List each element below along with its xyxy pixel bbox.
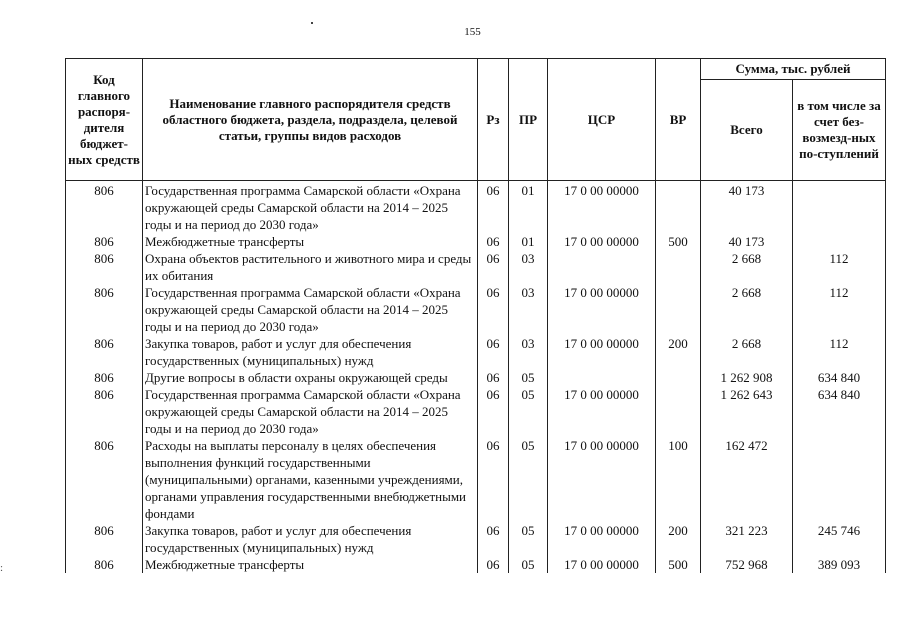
cell-pr: 03 [509, 284, 548, 335]
cell-code: 806 [66, 284, 143, 335]
cell-pr: 05 [509, 369, 548, 386]
header-code: Код главного распоря-дителя бюджет-ных средств [66, 59, 143, 181]
cell-code: 806 [66, 233, 143, 250]
header-rz: Рз [478, 59, 509, 181]
table-row [66, 386, 886, 437]
cell-grants: 389 093 [793, 556, 886, 573]
cell-pr: 05 [509, 556, 548, 573]
table-row [66, 233, 886, 250]
cell-total: 2 668 [701, 335, 793, 369]
cell-total: 1 262 643 [701, 386, 793, 437]
cell-vr [656, 369, 701, 386]
cell-vr: 200 [656, 522, 701, 556]
cell-vr [656, 250, 701, 284]
cell-rz: 06 [478, 556, 509, 573]
cell-vr: 200 [656, 335, 701, 369]
scan-speck [311, 22, 313, 24]
cell-pr: 05 [509, 437, 548, 522]
cell-total: 321 223 [701, 522, 793, 556]
header-sum-group: Сумма, тыс. рублей [701, 59, 886, 80]
cell-total: 2 668 [701, 284, 793, 335]
table-body [66, 181, 886, 574]
table-row [66, 369, 886, 386]
cell-rz: 06 [478, 335, 509, 369]
table-row [66, 335, 886, 369]
cell-rz: 06 [478, 369, 509, 386]
cell-name: Государственная программа Самарской области «Охрана окружающей среды Самарской области на 2014 – 2025 годы и на период до 2030 года» [143, 386, 478, 437]
cell-grants [793, 437, 886, 522]
cell-rz: 06 [478, 233, 509, 250]
header-csr: ЦСР [548, 59, 656, 181]
cell-pr: 01 [509, 181, 548, 234]
cell-vr [656, 181, 701, 234]
cell-rz: 06 [478, 386, 509, 437]
cell-pr: 05 [509, 522, 548, 556]
cell-code: 806 [66, 181, 143, 234]
cell-csr: 17 0 00 00000 [548, 386, 656, 437]
cell-rz: 06 [478, 284, 509, 335]
table-row [66, 284, 886, 335]
cell-rz: 06 [478, 437, 509, 522]
cell-grants: 112 [793, 284, 886, 335]
cell-total: 40 173 [701, 181, 793, 234]
cell-csr [548, 250, 656, 284]
cell-vr: 100 [656, 437, 701, 522]
scan-margin-mark: : [0, 562, 4, 574]
table-row [66, 181, 886, 234]
cell-grants: 634 840 [793, 369, 886, 386]
header-name: Наименование главного распорядителя средств областного бюджета, раздела, подраздела, целевой статьи, группы видов расходов [143, 59, 478, 181]
cell-csr [548, 369, 656, 386]
header-vr: ВР [656, 59, 701, 181]
cell-vr [656, 284, 701, 335]
cell-grants: 112 [793, 335, 886, 369]
cell-name: Межбюджетные трансферты [143, 233, 478, 250]
budget-table [65, 58, 886, 573]
cell-grants: 634 840 [793, 386, 886, 437]
cell-name: Государственная программа Самарской области «Охрана окружающей среды Самарской области на 2014 – 2025 годы и на период до 2030 года» [143, 181, 478, 234]
cell-code: 806 [66, 250, 143, 284]
cell-total: 162 472 [701, 437, 793, 522]
cell-grants [793, 181, 886, 234]
cell-csr: 17 0 00 00000 [548, 335, 656, 369]
cell-name: Другие вопросы в области охраны окружающей среды [143, 369, 478, 386]
cell-name: Охрана объектов растительного и животного мира и среды их обитания [143, 250, 478, 284]
cell-vr: 500 [656, 233, 701, 250]
cell-name: Закупка товаров, работ и услуг для обеспечения государственных (муниципальных) нужд [143, 522, 478, 556]
cell-total: 40 173 [701, 233, 793, 250]
cell-code: 806 [66, 556, 143, 573]
table-row [66, 437, 886, 522]
cell-code: 806 [66, 522, 143, 556]
cell-vr [656, 386, 701, 437]
cell-rz: 06 [478, 522, 509, 556]
header-grants: в том числе за счет без-возмезд-ных по-ступлений [793, 80, 886, 181]
cell-csr: 17 0 00 00000 [548, 437, 656, 522]
cell-code: 806 [66, 386, 143, 437]
cell-csr: 17 0 00 00000 [548, 181, 656, 234]
cell-code: 806 [66, 335, 143, 369]
table-row [66, 522, 886, 556]
cell-total: 1 262 908 [701, 369, 793, 386]
table-row [66, 250, 886, 284]
cell-grants: 112 [793, 250, 886, 284]
cell-vr: 500 [656, 556, 701, 573]
cell-total: 2 668 [701, 250, 793, 284]
cell-rz: 06 [478, 250, 509, 284]
cell-grants [793, 233, 886, 250]
cell-pr: 03 [509, 250, 548, 284]
table-row [66, 556, 886, 573]
cell-total: 752 968 [701, 556, 793, 573]
cell-pr: 03 [509, 335, 548, 369]
header-total: Всего [701, 80, 793, 181]
cell-name: Межбюджетные трансферты [143, 556, 478, 573]
cell-name: Государственная программа Самарской области «Охрана окружающей среды Самарской области на 2014 – 2025 годы и на период до 2030 года» [143, 284, 478, 335]
cell-pr: 05 [509, 386, 548, 437]
cell-name: Расходы на выплаты персоналу в целях обеспечения выполнения функций государственными (муниципальными) органами, казенными учреждениями, органами управления государственными внебюджетными фондами [143, 437, 478, 522]
header-pr: ПР [509, 59, 548, 181]
page-number: 155 [464, 26, 481, 38]
cell-code: 806 [66, 369, 143, 386]
cell-csr: 17 0 00 00000 [548, 284, 656, 335]
cell-csr: 17 0 00 00000 [548, 556, 656, 573]
cell-csr: 17 0 00 00000 [548, 522, 656, 556]
cell-grants: 245 746 [793, 522, 886, 556]
cell-csr: 17 0 00 00000 [548, 233, 656, 250]
cell-name: Закупка товаров, работ и услуг для обеспечения государственных (муниципальных) нужд [143, 335, 478, 369]
cell-rz: 06 [478, 181, 509, 234]
table-header [66, 59, 886, 181]
cell-code: 806 [66, 437, 143, 522]
cell-pr: 01 [509, 233, 548, 250]
